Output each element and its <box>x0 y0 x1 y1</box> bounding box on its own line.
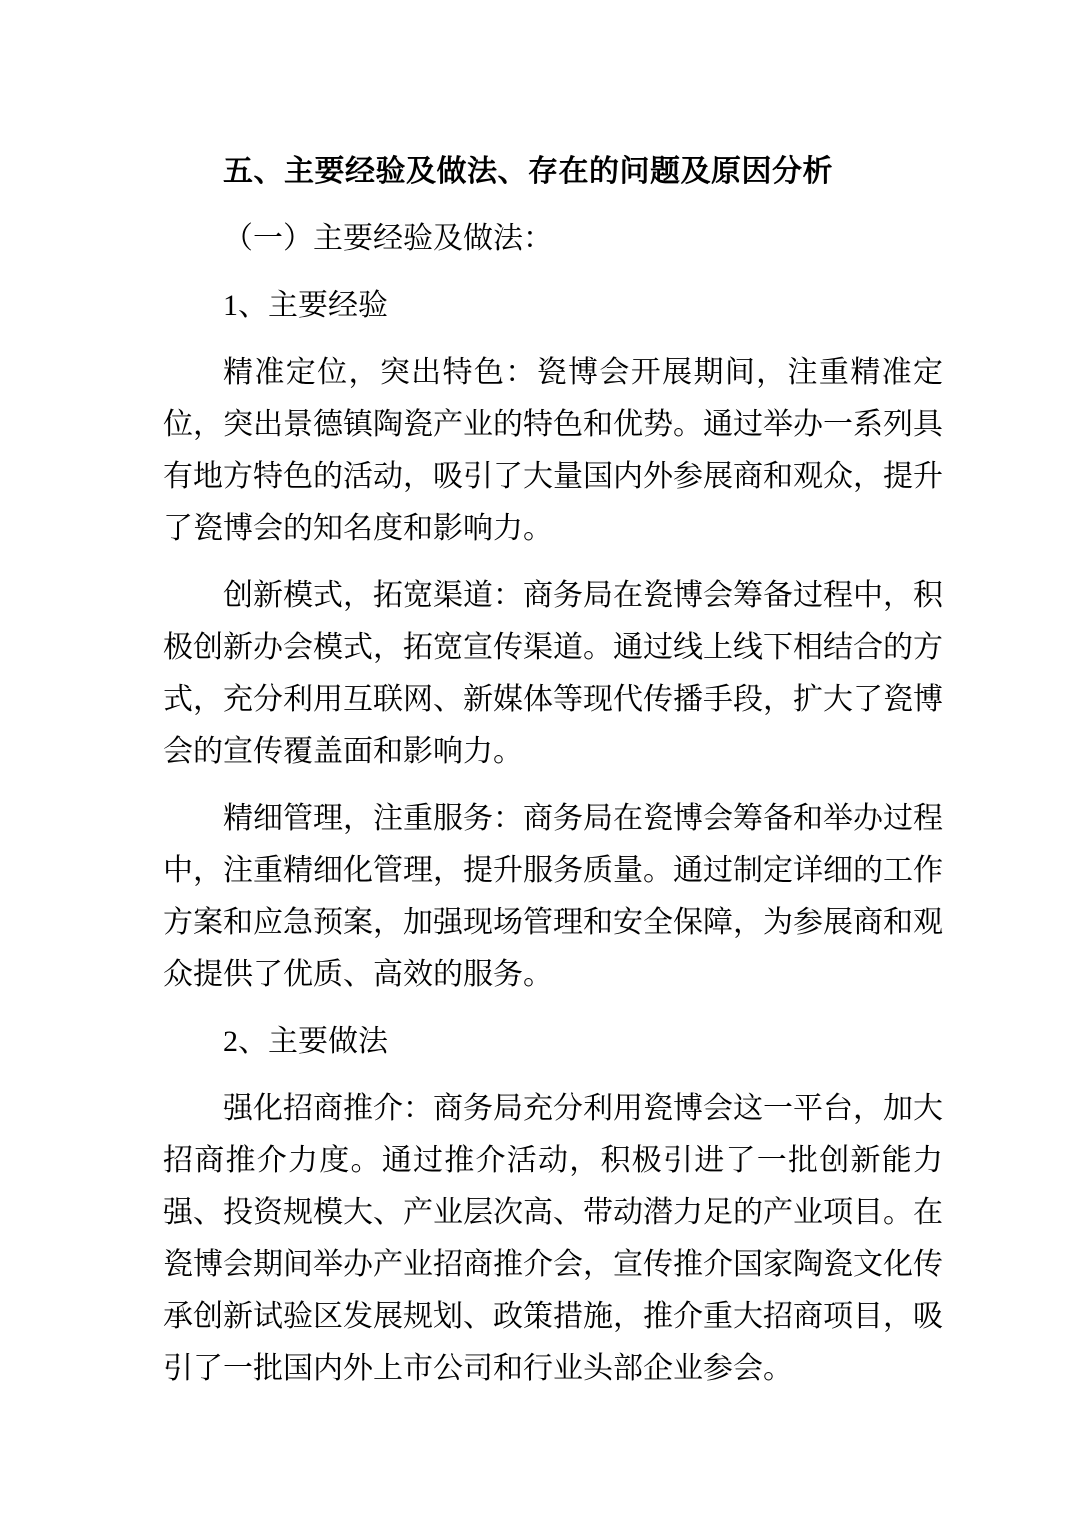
paragraph-precise-positioning: 精准定位，突出特色：瓷博会开展期间，注重精准定位，突出景德镇陶瓷产业的特色和优势。通过举办一系列具有地方特色的活动，吸引了大量国内外参展商和观众，提升了瓷博会的知名度和影响力。 <box>163 356 943 545</box>
paragraph-innovative-model: 创新模式，拓宽渠道：商务局在瓷博会筹备过程中，积极创新办会模式，拓宽宣传渠道。通过线上线下相结合的方式，充分利用互联网、新媒体等现代传播手段，扩大了瓷博会的宣传覆盖面和影响力。 <box>163 579 943 768</box>
paragraph-investment-promotion: 强化招商推介：商务局充分利用瓷博会这一平台，加大招商推介力度。通过推介活动，积极引进了一批创新能力强、投资规模大、产业层次高、带动潜力足的产业项目。在瓷博会期间举办产业招商推介会，宣传推介国家陶瓷文化传承创新试验区发展规划、政策措施，推介重大招商项目，吸引了一批国内外上市公司和行业头部企业参会。 <box>163 1092 943 1385</box>
subsection-heading-main-experience: 1、主要经验 <box>223 289 388 322</box>
paragraph-fine-management: 精细管理，注重服务：商务局在瓷博会筹备和举办过程中，注重精细化管理，提升服务质量。通过制定详细的工作方案和应急预案，加强现场管理和安全保障，为参展商和观众提供了优质、高效的服务。 <box>163 802 943 991</box>
subsection-heading-main-practices: 2、主要做法 <box>223 1025 388 1058</box>
section-heading: 五、主要经验及做法、存在的问题及原因分析 <box>223 155 833 188</box>
subsection-heading-main-experience-and-practices: （一）主要经验及做法： <box>223 222 553 255</box>
